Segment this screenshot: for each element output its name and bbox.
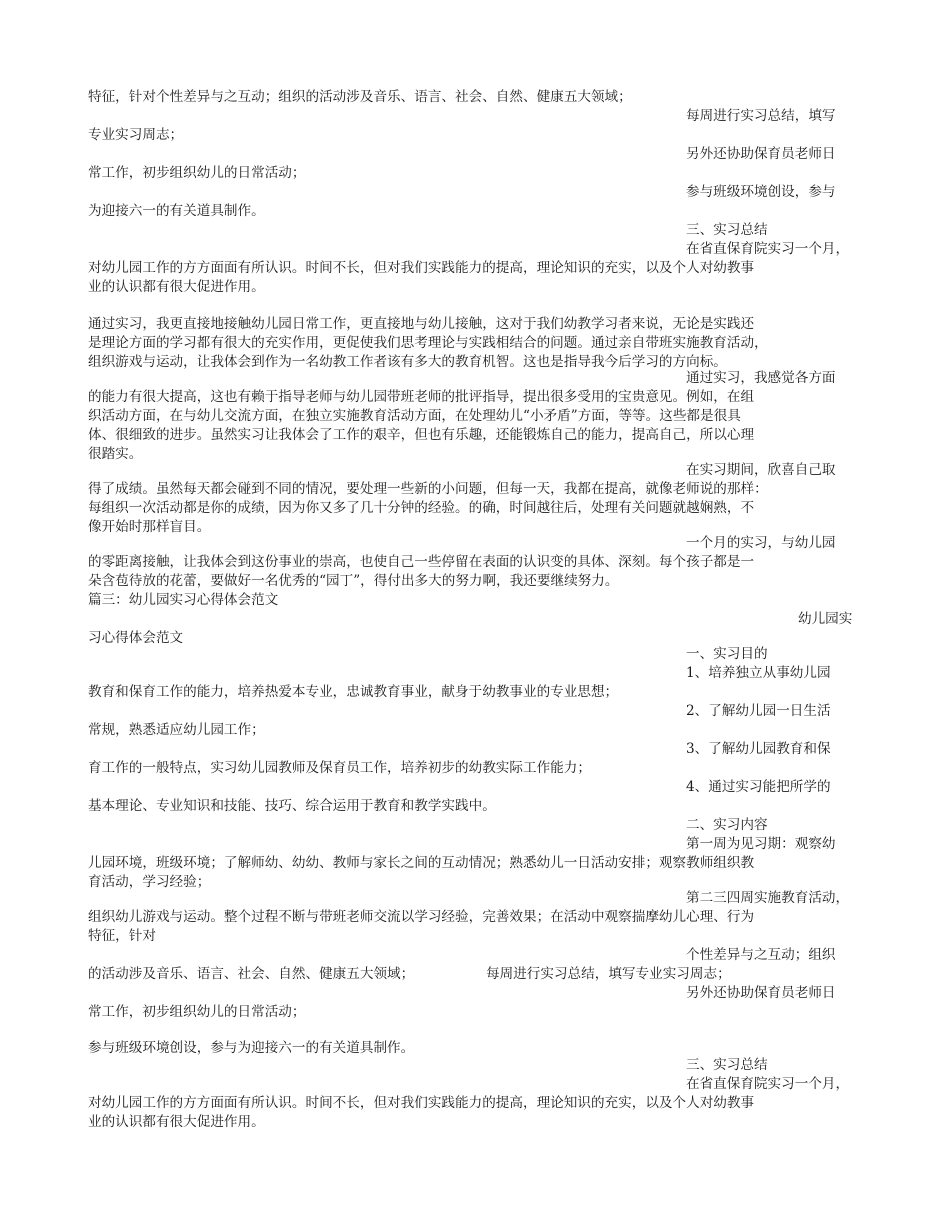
text-line: 育活动，学习经验；: [88, 874, 211, 890]
text-line: 幼儿园实: [798, 611, 853, 627]
text-line: 像开始时那样盲目。: [88, 519, 211, 535]
text-line: 常工作，初步组织幼儿的日常活动；: [88, 165, 306, 181]
text-line: 常规，熟悉适应幼儿园工作；: [88, 722, 265, 738]
text-line: 织活动方面，在与幼儿交流方面，在独立实施教育活动方面，在处理幼儿“小矛盾”方面，等等。这些都是很具: [88, 408, 741, 424]
text-line: 特征，针对: [88, 928, 156, 944]
text-line: 第二三四周实施教育活动，: [686, 890, 850, 906]
text-line: 一个月的实习，与幼儿园: [686, 535, 836, 551]
text-line: 1、培养独立从事幼儿园: [686, 665, 831, 681]
text-line: 在省直保育院实习一个月，: [686, 241, 850, 257]
text-line: 为迎接六一的有关道具制作。: [88, 203, 265, 219]
text-line: 儿园环境，班级环境；了解师幼、幼幼、教师与家长之间的互动情况；熟悉幼儿一日活动安排；观察教师组织教: [88, 855, 755, 871]
text-line: 每周进行实习总结，填写: [686, 108, 836, 124]
text-line: 参与班级环境创设，参与为迎接六一的有关道具制作。: [88, 1040, 415, 1056]
text-line: 组织幼儿游戏与运动。整个过程不断与带班老师交流以学习经验，完善效果；在活动中观察揣摩幼儿心理、行为: [88, 909, 755, 925]
text-line: 的活动涉及音乐、语言、社会、自然、健康五大领域；: [88, 966, 415, 982]
text-line: 专业实习周志；: [88, 127, 184, 143]
text-line: 习心得体会范文: [88, 630, 184, 646]
text-line: 在省直保育院实习一个月，: [686, 1076, 850, 1092]
text-line: 对幼儿园工作的方方面面有所认识。时间不长，但对我们实践能力的提高，理论知识的充实，以及个人对幼教事: [88, 260, 755, 276]
text-line: 参与班级环境创设，参与: [686, 184, 836, 200]
section-heading: 三、实习总结: [686, 222, 768, 238]
text-line: 在实习期间，欣喜自己取: [686, 462, 836, 478]
section-heading: 三、实习总结: [686, 1057, 768, 1073]
text-line: 育工作的一般特点，实习幼儿园教师及保育员工作，培养初步的幼教实际工作能力；: [88, 760, 591, 776]
text-line: 业的认识都有很大促进作用。: [88, 279, 265, 295]
text-line: 4、通过实习能把所学的: [686, 779, 831, 795]
text-line: 另外还协助保育员老师日: [686, 985, 836, 1001]
text-line: 体、很细致的进步。虽然实习让我体会了工作的艰辛，但也有乐趣，还能锻炼自己的能力，提高自己，所以心理: [88, 427, 755, 443]
text-line: 每周进行实习总结，填写专业实习周志；: [486, 966, 731, 982]
text-line: 通过实习，我感觉各方面: [686, 370, 836, 386]
text-line: 3、了解幼儿园教育和保: [686, 741, 831, 757]
section-heading: 一、实习目的: [686, 646, 768, 662]
text-line: 是理论方面的学习都有很大的充实作用，更促使我们思考理论与实践相结合的问题。通过亲自带班实施教育活动，: [88, 335, 768, 351]
text-line: 教育和保育工作的能力，培养热爱本专业，忠诚教育事业，献身于幼教事业的专业思想；: [88, 684, 619, 700]
text-line: 每组织一次活动都是你的成绩，因为你又多了几十分钟的经验。的确，时间越往后，处理有关问题就越娴熟，不: [88, 500, 755, 516]
article-title: 篇三：幼儿园实习心得体会范文: [88, 592, 279, 608]
text-line: 朵含苞待放的花蕾，要做好一名优秀的“园丁”，得付出多大的努力啊，我还要继续努力。: [88, 573, 619, 589]
text-line: 基本理论、专业知识和技能、技巧、综合运用于教育和教学实践中。: [88, 798, 496, 814]
text-line: 特征，针对个性差异与之互动；组织的活动涉及音乐、语言、社会、自然、健康五大领域；: [88, 89, 632, 105]
text-line: 组织游戏与运动，让我体会到作为一名幼教工作者该有多大的教育机智。这也是指导我今后学习的方向标。: [88, 354, 727, 370]
text-line: 业的认识都有很大促进作用。: [88, 1114, 265, 1130]
text-line: 通过实习，我更直接地接触幼儿园日常工作，更直接地与幼儿接触，这对于我们幼教学习者来说，无论是实践还: [88, 316, 755, 332]
text-line: 的零距离接触，让我体会到这份事业的崇高，也使自己一些停留在表面的认识变的具体、深刻。每个孩子都是一: [88, 554, 755, 570]
text-line: 另外还协助保育员老师日: [686, 146, 836, 162]
text-line: 常工作，初步组织幼儿的日常活动；: [88, 1004, 306, 1020]
text-line: 很踏实。: [88, 446, 143, 462]
text-line: 得了成绩。虽然每天都会碰到不同的情况，要处理一些新的小问题，但每一天，我都在提高，就像老师说的那样：: [88, 481, 768, 497]
text-line: 的能力有很大提高，这也有赖于指导老师与幼儿园带班老师的批评指导，提出很多受用的宝贵意见。例如，在组: [88, 389, 755, 405]
text-line: 对幼儿园工作的方方面面有所认识。时间不长，但对我们实践能力的提高，理论知识的充实，以及个人对幼教事: [88, 1095, 755, 1111]
section-heading: 二、实习内容: [686, 817, 768, 833]
text-line: 个性差异与之互动；组织: [686, 947, 836, 963]
text-line: 2、了解幼儿园一日生活: [686, 703, 831, 719]
text-line: 第一周为见习期：观察幼: [686, 836, 836, 852]
